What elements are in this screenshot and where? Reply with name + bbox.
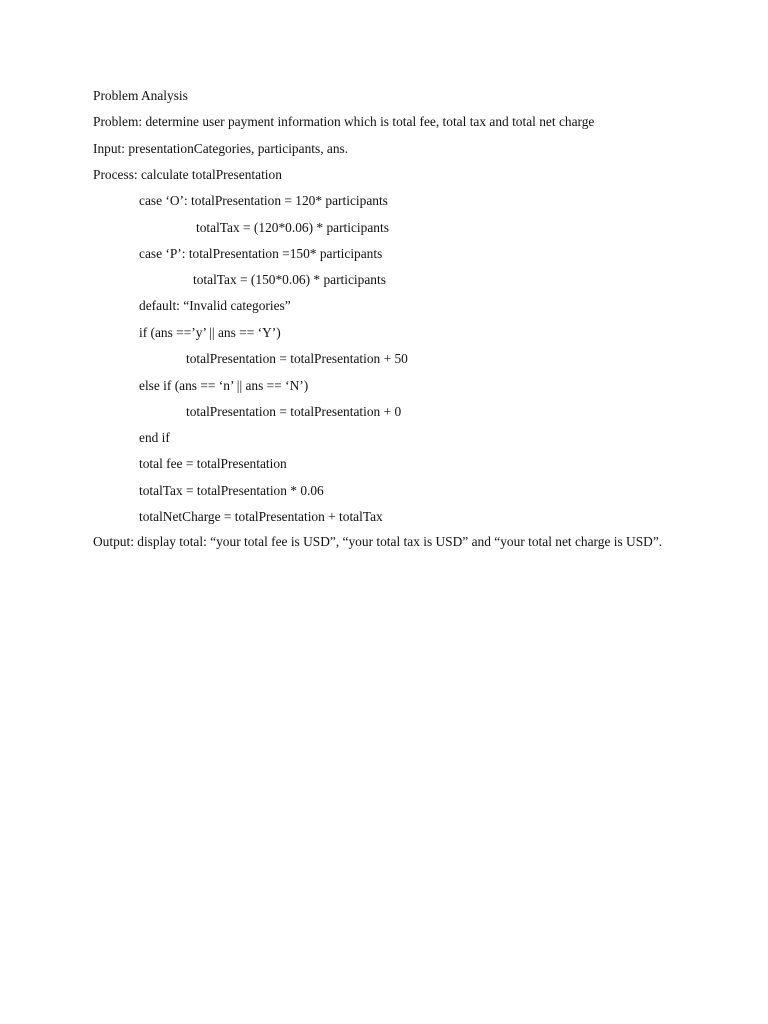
total-tax-line: totalTax = totalPresentation * 0.06	[139, 483, 324, 498]
add-0-line: totalPresentation = totalPresentation + 0	[186, 404, 402, 419]
default-case-line: default: “Invalid categories”	[139, 298, 291, 313]
end-if-line: end if	[139, 430, 170, 445]
process-line: Process: calculate totalPresentation	[93, 167, 282, 182]
document-heading: Problem Analysis	[93, 88, 188, 103]
case-p-tax-line: totalTax = (150*0.06) * participants	[193, 272, 386, 287]
output-paragraph: Output: display total: “your total fee is USD”, “your total tax is USD” and “your total net charge is USD”.	[93, 534, 663, 549]
else-if-no-line: else if (ans == ‘n’ || ans == ‘N’)	[139, 378, 309, 393]
if-yes-line: if (ans ==’y’ || ans == ‘Y’)	[139, 325, 281, 340]
input-line: Input: presentationCategories, participants, ans.	[93, 141, 349, 156]
case-o-presentation-line: case ‘O’: totalPresentation = 120* participants	[139, 193, 388, 208]
total-fee-line: total fee = totalPresentation	[139, 456, 287, 471]
total-net-charge-line: totalNetCharge = totalPresentation + totalTax	[139, 509, 383, 524]
case-p-presentation-line: case ‘P’: totalPresentation =150* participants	[139, 246, 383, 261]
case-o-tax-line: totalTax = (120*0.06) * participants	[196, 220, 389, 235]
problem-line: Problem: determine user payment information which is total fee, total tax and total net charge	[93, 114, 595, 129]
add-50-line: totalPresentation = totalPresentation + 50	[186, 351, 408, 366]
